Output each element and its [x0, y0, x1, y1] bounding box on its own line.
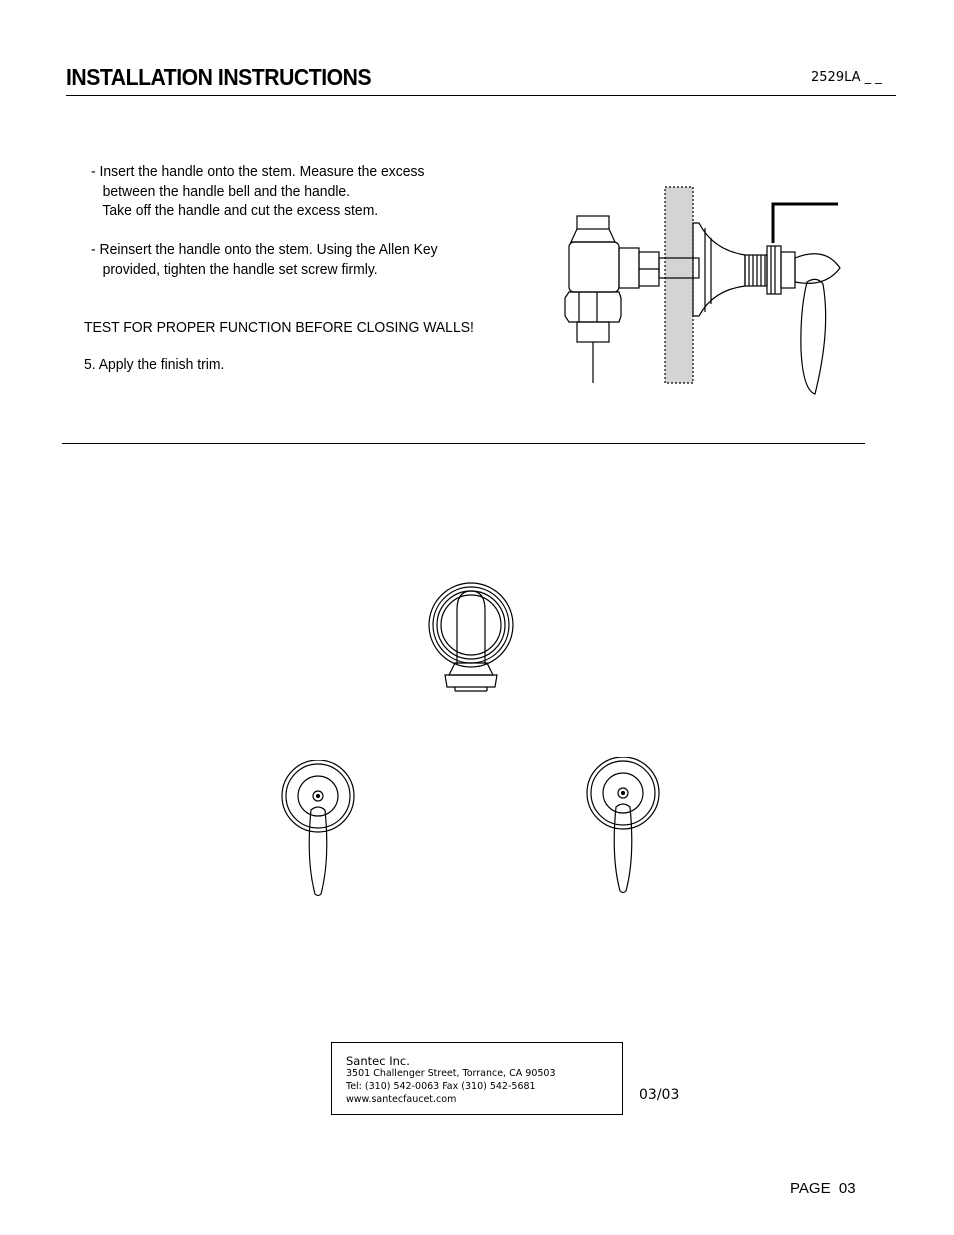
instruction-insert-handle: - Insert the handle onto the stem. Measure the excess between the handle bell and the handle. Take off the handle and cut the excess stem.: [91, 163, 425, 219]
revision-date: 03/03: [639, 1087, 680, 1103]
company-name: Santec Inc.: [346, 1054, 410, 1068]
section-divider: [62, 443, 865, 444]
right-handle-front-view: [583, 757, 663, 897]
company-website: www.santecfaucet.com: [346, 1094, 457, 1105]
tub-spout-front-view: [425, 575, 520, 695]
header-divider: [66, 95, 896, 96]
instruction-apply-trim: 5. Apply the finish trim.: [84, 356, 225, 373]
page-title: INSTALLATION INSTRUCTIONS: [66, 64, 372, 90]
instruction-reinsert-handle: - Reinsert the handle onto the stem. Using the Allen Key provided, tighten the handle set screw firmly.: [91, 241, 438, 278]
company-phone: Tel: (310) 542-0063 Fax (310) 542-5681: [346, 1081, 536, 1092]
company-address: 3501 Challenger Street, Torrance, CA 90503: [346, 1068, 556, 1079]
model-number: 2529LA _ _: [811, 70, 882, 85]
function-test-warning: TEST FOR PROPER FUNCTION BEFORE CLOSING WALLS!: [84, 319, 474, 336]
page-number: PAGE 03: [790, 1180, 856, 1197]
valve-handle-side-diagram: [555, 180, 855, 405]
left-handle-front-view: [278, 760, 358, 900]
